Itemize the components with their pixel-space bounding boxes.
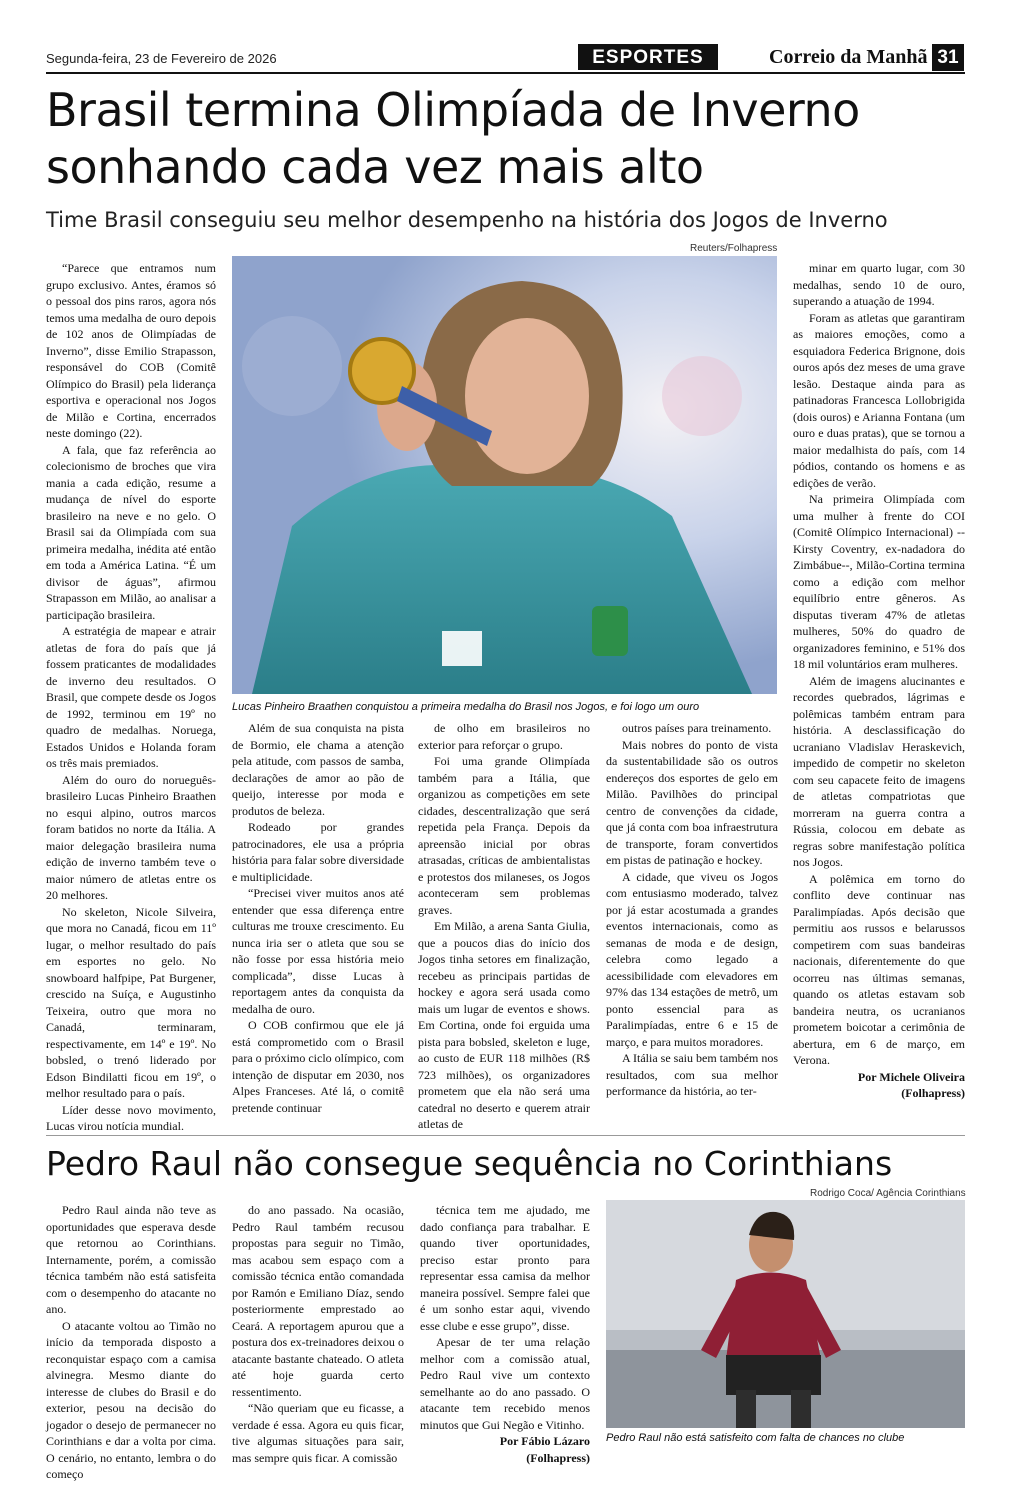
header-rule [46, 72, 965, 74]
article-column-3 [418, 720, 590, 1133]
article-paragraph: Líder desse novo movimento, Lucas virou notícia mundial. [46, 1102, 216, 1133]
article-paragraph: do ano passado. Na ocasião, Pedro Raul também recusou propostas para seguir no Timão, mas acabou sem espaço com a comissão técnica então comandada por Ramón e Emiliano Díaz, sendo posteriormente emprestado ao Ceará. A reportagem apurou que a postura dos ex-treinadores deixou o atacante bastante chateado. O atleta até hoje guarda certo ressentimento. [232, 1203, 404, 1399]
article-headline: Brasil termina Olimpíada de Inverno sonhando cada vez mais alto [46, 83, 860, 194]
article-paragraph: A polêmica em torno do conflito deve continuar nas Paralimpíadas. Após decisão que permitiu aos russos e belarussos competirem com suas bandeiras nacionais, diferentemente do que ocorreu nas últimas semanas, quando os atletas estavam sob bandeira neutra, os ucranianos prometem boicotar a cerimônia de abertura, em 6 de março, em Verona. [793, 871, 965, 1067]
author-byline: Por Michele Oliveira [857, 1069, 965, 1084]
article-paragraph: Foi uma grande Olimpíada também para a Itália, que organizou as competições em sete cidades, descentralização que será repetida pela França. Depois da apreensão inicial por obras atrasadas, críticas de ambientalistas e protestos dos milaneses, os Jogos aconteceram sem problemas graves. [418, 754, 590, 917]
article-paragraph: O atacante voltou ao Timão no início da temporada disposto a reconquistar espaço com a camisa alvinegra. Mesmo diante do interesse de clubes do Brasil e do exterior, pesou na decisão do jogador o desejo de permanecer no Corinthians e dar a volta por cima. O cenário, no entanto, lembra o do começo [46, 1318, 216, 1481]
article2-column-1 [46, 1202, 216, 1483]
article-column-5 [793, 260, 965, 1102]
article-paragraph: outros países para treinamento. [622, 721, 772, 735]
photo-caption: Lucas Pinheiro Braathen conquistou a primeira medalha do Brasil nos Jogos, e foi logo um ouro [232, 701, 700, 713]
article-paragraph: O COB confirmou que ele já está comprometido com o Brasil para o próximo ciclo olímpico, com intenção de disputar em 2030, nos Alpes Franceses. Até lá, o comitê pretende continuar [232, 1018, 404, 1115]
article-subheadline: Time Brasil conseguiu seu melhor desempenho na história dos Jogos de Inverno [46, 208, 888, 232]
article-paragraph: minar em quarto lugar, com 30 medalhas, sendo 10 de ouro, superando a atuação de 1994. [793, 261, 965, 308]
article-paragraph: “Não queriam que eu ficasse, a verdade é essa. Agora eu quis ficar, tive algumas situações para sair, mas sempre quis ficar. A comissão [232, 1401, 404, 1465]
article-paragraph: “Precisei viver muitos anos até entender que essa diferença entre culturas me trouxe crescimento. Eu nunca iria ser o atleta que sou se não fosse por essa história meio complicada”, disse Lucas à reportagem antes da conquista da medalha de ouro. [232, 886, 404, 1016]
author-byline-2: Por Fábio Lázaro [499, 1434, 590, 1448]
article-column-2 [232, 720, 404, 1116]
article-column-4 [606, 720, 778, 1100]
article-paragraph: A fala, que faz referência ao colecionismo de broches que vira mania a cada edição, resume a mudança de nível do esporte brasileiro na neve e no gelo. O Brasil sai da Olimpíada com sua primeira medalha, inédita até então em toda a América Latina. “É um divisor de águas”, afirmou Strapasson em Milão, ao analisar a participação brasileira. [46, 442, 216, 622]
article-paragraph: A cidade, que viveu os Jogos com entusiasmo moderado, talvez por já estar acostumada a grandes eventos internacionais, como as semanas de moda e de design, celebra como legado a acessibilidade com elevadores em 97% das 134 estações de metrô, um ponto essencial para as Paralimpíadas, entre 6 e 15 de março, e para muitos moradores. [606, 869, 778, 1049]
article2-headline: Pedro Raul não consegue sequência no Corinthians [46, 1144, 893, 1183]
player-photo [606, 1200, 965, 1428]
article-paragraph: técnica tem me ajudado, me dado confiança para trabalhar. E quando tiver oportunidades, preciso estar pronto para representar essa camisa da melhor maneira possível. Sempre falei que é um sonho estar aqui, vivendo esse clube e esse grupo”, disse. [420, 1203, 590, 1333]
newspaper-name: Correio da Manhã [769, 46, 928, 68]
article-paragraph: Além de sua conquista na pista de Bormio, ele chama a atenção pela atitude, com passos de samba, declarações de amor ao pão de queijo, interesse por moda e produtos de beleza. [232, 721, 404, 818]
article-paragraph: Além de imagens alucinantes e recordes quebrados, lágrimas e polêmicas também entram para história. A desclassificação do ucraniano Vladislav Heraskevich, impedido de competir no skeleton com seu capacete feito de imagens de atletas compatriotas que morreram na guerra contra a Rússia, colocou em debate as regras sobre manifestação política nos Jogos. [793, 673, 965, 869]
page-number: 31 [932, 44, 964, 71]
photo-credit: Reuters/Folhapress [690, 243, 778, 254]
article-column-1 [46, 260, 216, 1135]
article-paragraph: Foram as atletas que garantiram as maiores emoções, como a esquiadora Federica Brignone, dois ouros após dez meses de uma grave lesão. Destaque ainda para as patinadoras Francesca Lollobrigida (dois ouros) e Arianna Fontana (um ouro e duas pratas), que se tornou a maior medalhista do país, com 14 pódios, contando os homens e as edições de verão. [793, 310, 965, 490]
photo-caption-2: Pedro Raul não está satisfeito com falta de chances no clube [606, 1432, 905, 1444]
author-agency: (Folhapress) [901, 1086, 965, 1100]
article-paragraph: Pedro Raul ainda não teve as oportunidades que esperava desde que retornou ao Corinthians. Internamente, porém, a comissão técnica também não está satisfeita com o desempenho do atacante no ano. [46, 1203, 216, 1316]
article-paragraph: “Parece que entramos num grupo exclusivo. Antes, éramos só o pessoal dos pins raros, agora nós temos uma medalha de ouro depois de 102 anos de Olimpíadas de Inverno”, disse Emilio Strapasson, responsável do COB (Comitê Olímpico do Brasil) pela liderança esportiva e operacional nos Jogos de Milão e Cortina, encerrados neste domingo (22). [46, 261, 216, 440]
article-paragraph: Além do ouro do norueguês-brasileiro Lucas Pinheiro Braathen no esqui alpino, outros marcos foram batidos no norte da Itália. A maior delegação brasileira numa edição de inverno também teve o maior número de atletas entre os 20 melhores. [46, 772, 216, 902]
article2-column-2 [232, 1202, 404, 1466]
page-date: Segunda-feira, 23 de Fevereiro de 2026 [46, 51, 277, 66]
article-paragraph: Em Milão, a arena Santa Giulia, que a poucos dias do início dos Jogos tinha setores em finalização, recebeu as principais partidas de hockey e agora será usada como mais um lugar de eventos e shows. Em Cortina, onde foi erguida uma pista para bobsled, skeleton e luge, ao custo de EUR 118 milhões (R$ 723 milhões), os organizadores prometem que ela não será uma catedral no deserto e querem atrair atletas de [418, 919, 590, 1131]
article-paragraph: Rodeado por grandes patrocinadores, ele usa a própria história para falar sobre diversidade e multiplicidade. [232, 820, 404, 884]
article-paragraph: de olho em brasileiros no exterior para reforçar o grupo. [418, 721, 590, 752]
article-paragraph: No skeleton, Nicole Silveira, que mora no Canadá, ficou em 11º lugar, o melhor resultado do país em esportes no gelo. No snowboard halfpipe, Pat Burgener, crescido na Suíça, e Augustinho Teixeira, outro que mora no Canadá, terminaram, respectivamente, em 14º e 19º. No bobsled, o trenó liderado por Edson Bindilatti ficou em 19º, o melhor resultado para o país. [46, 904, 216, 1100]
article-paragraph: A Itália se saiu bem também nos resultados, com sua melhor performance da história, ao ter- [606, 1051, 778, 1098]
photo-credit-2: Rodrigo Coca/ Agência Corinthians [810, 1188, 966, 1199]
article-paragraph: Apesar de ter uma relação melhor com a comissão atual, Pedro Raul vive um contexto semelhante ao do ano passado. O atacante tem recebido menos minutos que Gui Negão e Vitinho. [420, 1335, 590, 1432]
article-paragraph: A estratégia de mapear e atrair atletas de fora do país que já fossem praticantes de modalidades de inverno deu resultados. O Brasil, que compete desde os Jogos de 1992, terminou em 19º no quadro de medalhas. Noruega, Estados Unidos e Holanda foram os três mais premiados. [46, 624, 216, 770]
section-label: ESPORTES [578, 44, 718, 70]
article2-column-3 [420, 1202, 590, 1466]
article-paragraph: Na primeira Olimpíada com uma mulher à frente do COI (Comitê Olímpico Internacional) --Kirsty Coventry, ex-nadadora do Zimbábue--, Milão-Cortina termina como a edição com melhor equilíbrio entre gêneros. As disputas tiveram 47% de atletas mulheres, 50% do quadro de organizadores feminino, e 51% dos 18 mil voluntários eram mulheres. [793, 492, 965, 671]
article-separator [46, 1135, 965, 1136]
article-paragraph: Mais nobres do ponto de vista da sustentabilidade são os outros endereços dos esportes de gelo em Milão. Pavilhões do principal centro de convenções da cidade, que já conta com boa infraestrutura de transporte, foram convertidos em pistas de patinação e hockey. [606, 737, 778, 867]
athlete-photo [232, 256, 777, 694]
author-agency-2: (Folhapress) [526, 1450, 590, 1465]
